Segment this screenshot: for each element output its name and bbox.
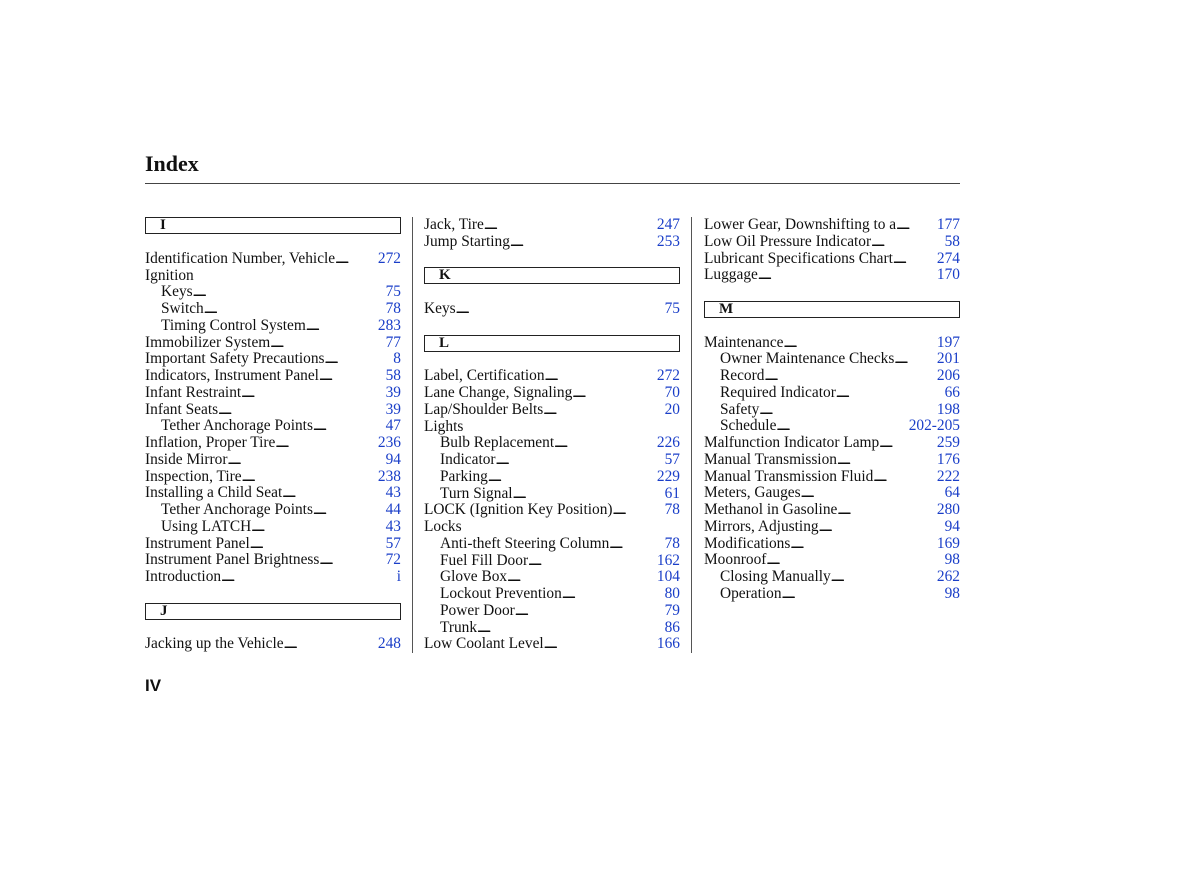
entry-term: Ignition bbox=[145, 267, 194, 284]
page-link[interactable]: 236 bbox=[377, 435, 401, 451]
index-entry bbox=[145, 469, 401, 486]
entry-term: Timing Control System bbox=[161, 317, 306, 334]
index-subentry bbox=[145, 502, 401, 519]
page-link[interactable]: 72 bbox=[385, 552, 401, 569]
page-link[interactable]: 94 bbox=[944, 518, 960, 535]
dot-leader bbox=[284, 636, 377, 653]
dot-leader bbox=[335, 251, 377, 268]
index-subentry bbox=[704, 569, 960, 586]
index-entry bbox=[704, 485, 960, 502]
page-title: Index bbox=[145, 151, 199, 176]
dot-leader bbox=[513, 486, 664, 503]
entry-term: Manual Transmission Fluid bbox=[704, 468, 874, 485]
index-entry bbox=[145, 536, 401, 553]
dot-leader bbox=[319, 368, 385, 385]
page-link[interactable]: 58 bbox=[944, 233, 960, 250]
index-entry bbox=[704, 469, 960, 486]
index-entry bbox=[145, 368, 401, 385]
index-subentry bbox=[704, 368, 960, 385]
page-link[interactable]: 43 bbox=[385, 485, 401, 502]
entry-term: Bulb Replacement bbox=[440, 435, 555, 452]
page-link[interactable]: 176 bbox=[936, 451, 960, 468]
section-letter-header: J bbox=[145, 603, 401, 620]
index-entry bbox=[704, 267, 960, 284]
page-link[interactable]: 61 bbox=[664, 485, 680, 502]
dot-leader bbox=[242, 469, 377, 486]
dot-leader bbox=[544, 636, 656, 653]
dot-leader bbox=[776, 418, 907, 435]
entry-term: Parking bbox=[440, 468, 488, 485]
index-entry bbox=[424, 385, 680, 402]
page-link[interactable]: 222 bbox=[936, 468, 960, 485]
section-letter-header: I bbox=[145, 217, 401, 234]
title-rule bbox=[145, 183, 960, 184]
entry-term: Manual Transmission bbox=[704, 451, 837, 468]
page-link[interactable]: 247 bbox=[656, 217, 680, 233]
entry-term: Immobilizer System bbox=[145, 334, 271, 351]
entry-term: Schedule bbox=[720, 418, 777, 435]
column-divider bbox=[691, 217, 692, 653]
entry-term: Fuel Fill Door bbox=[440, 552, 529, 569]
entry-term: Using LATCH bbox=[161, 518, 252, 535]
page-link[interactable]: 66 bbox=[944, 384, 960, 401]
entry-term: Keys bbox=[424, 301, 456, 317]
entry-term: Low Coolant Level bbox=[424, 636, 544, 653]
dot-leader bbox=[270, 335, 384, 352]
dot-leader bbox=[837, 502, 936, 519]
entry-term: Tether Anchorage Points bbox=[161, 418, 313, 435]
index-entry bbox=[424, 502, 680, 519]
index-subentry bbox=[704, 351, 960, 368]
dot-leader bbox=[554, 435, 656, 452]
dot-leader bbox=[218, 402, 385, 419]
dot-leader bbox=[893, 251, 936, 268]
page-link[interactable]: 39 bbox=[385, 384, 401, 401]
page-link[interactable]: 58 bbox=[385, 368, 401, 384]
page-link[interactable]: 104 bbox=[656, 569, 680, 586]
index-entry bbox=[145, 636, 401, 653]
entry-term: Meters, Gauges bbox=[704, 485, 801, 502]
page-link[interactable]: 78 bbox=[664, 535, 680, 552]
page-link[interactable]: 70 bbox=[664, 385, 680, 401]
dot-leader bbox=[790, 536, 936, 553]
index-heading bbox=[424, 419, 680, 436]
page-link[interactable]: 77 bbox=[385, 334, 401, 351]
dot-leader bbox=[484, 217, 656, 234]
page-link[interactable]: 206 bbox=[936, 368, 960, 384]
index-entry bbox=[424, 234, 680, 251]
entry-term: Lane Change, Signaling bbox=[424, 385, 573, 401]
index-spacer bbox=[145, 234, 401, 251]
dot-leader bbox=[609, 536, 663, 553]
entry-term: Anti-theft Steering Column bbox=[440, 535, 610, 552]
dot-leader bbox=[477, 620, 664, 637]
index-column-3 bbox=[704, 217, 960, 603]
dot-leader bbox=[545, 368, 656, 385]
page-link[interactable]: i bbox=[396, 569, 401, 585]
entry-term: Power Door bbox=[440, 602, 515, 619]
page-link[interactable]: 86 bbox=[664, 619, 680, 636]
dot-leader bbox=[241, 385, 384, 402]
page-link[interactable]: 259 bbox=[936, 435, 960, 451]
dot-leader bbox=[496, 452, 664, 469]
entry-term: Infant Restraint bbox=[145, 384, 242, 401]
page-link[interactable]: 166 bbox=[656, 636, 680, 653]
page-link[interactable]: 169 bbox=[936, 535, 960, 552]
index-entry bbox=[704, 435, 960, 452]
entry-term: Lower Gear, Downshifting to a bbox=[704, 217, 897, 233]
page-link[interactable]: 79 bbox=[664, 602, 680, 619]
entry-term: Jack, Tire bbox=[424, 217, 484, 233]
index-entry bbox=[704, 335, 960, 352]
index-entry bbox=[145, 385, 401, 402]
dot-leader bbox=[801, 485, 944, 502]
page-link[interactable]: 253 bbox=[656, 233, 680, 250]
dot-leader bbox=[510, 234, 656, 251]
dot-leader bbox=[819, 519, 944, 536]
entry-term: Identification Number, Vehicle bbox=[145, 250, 336, 267]
entry-term: Trunk bbox=[440, 619, 478, 636]
index-entry bbox=[424, 217, 680, 234]
index-spacer bbox=[424, 318, 680, 335]
dot-leader bbox=[528, 553, 656, 570]
index-entry bbox=[145, 552, 401, 569]
page-link[interactable]: 197 bbox=[936, 334, 960, 351]
page-link[interactable]: 44 bbox=[385, 502, 401, 518]
index-spacer bbox=[704, 318, 960, 335]
entry-term: Methanol in Gasoline bbox=[704, 502, 838, 518]
index-subentry bbox=[704, 586, 960, 603]
index-entry bbox=[145, 251, 401, 268]
page-number: IV bbox=[145, 676, 162, 695]
page-link[interactable]: 47 bbox=[385, 418, 401, 435]
page-link[interactable]: 202-205 bbox=[908, 418, 960, 435]
entry-term: Record bbox=[720, 368, 765, 384]
entry-term: Operation bbox=[720, 585, 782, 602]
index-subentry bbox=[424, 536, 680, 553]
index-entry bbox=[424, 301, 680, 318]
entry-term: Inspection, Tire bbox=[145, 468, 242, 485]
page-link[interactable]: 170 bbox=[936, 267, 960, 284]
index-spacer bbox=[704, 284, 960, 301]
index-entry bbox=[704, 519, 960, 536]
entry-term: Owner Maintenance Checks bbox=[720, 351, 895, 368]
entry-term: Safety bbox=[720, 401, 760, 418]
index-subentry bbox=[424, 603, 680, 620]
dot-leader bbox=[837, 452, 936, 469]
entry-term: Low Oil Pressure Indicator bbox=[704, 233, 872, 250]
index-entry bbox=[145, 351, 401, 368]
entry-term: Moonroof bbox=[704, 552, 767, 569]
page-link[interactable]: 78 bbox=[664, 502, 680, 519]
page-link[interactable]: 272 bbox=[377, 250, 401, 267]
entry-term: Keys bbox=[161, 284, 193, 301]
index-subentry bbox=[424, 620, 680, 637]
page-link[interactable]: 75 bbox=[664, 301, 680, 317]
page-link[interactable]: 248 bbox=[377, 636, 401, 653]
section-letter-header: L bbox=[424, 335, 680, 352]
entry-term: Lights bbox=[424, 418, 464, 435]
dot-leader bbox=[562, 586, 664, 603]
index-entry bbox=[704, 452, 960, 469]
entry-term: Malfunction Indicator Lamp bbox=[704, 435, 880, 451]
page-link[interactable]: 94 bbox=[385, 451, 401, 468]
dot-leader bbox=[250, 536, 385, 553]
index-spacer bbox=[424, 352, 680, 369]
entry-term: Important Safety Precautions bbox=[145, 351, 325, 368]
index-column-1 bbox=[145, 217, 401, 653]
dot-leader bbox=[782, 586, 944, 603]
dot-leader bbox=[783, 335, 935, 352]
dot-leader bbox=[221, 569, 396, 586]
dot-leader bbox=[193, 284, 385, 301]
dot-leader bbox=[204, 301, 385, 318]
page-link[interactable]: 80 bbox=[664, 586, 680, 602]
index-entry bbox=[424, 402, 680, 419]
column-divider bbox=[412, 217, 413, 653]
index-heading bbox=[145, 268, 401, 285]
index-spacer bbox=[424, 284, 680, 301]
dot-leader bbox=[871, 234, 943, 251]
index-subentry bbox=[424, 586, 680, 603]
page-link[interactable]: 20 bbox=[664, 401, 680, 418]
dot-leader bbox=[325, 351, 393, 368]
page-link[interactable]: 198 bbox=[936, 401, 960, 418]
index-entry bbox=[704, 251, 960, 268]
entry-term: Glove Box bbox=[440, 569, 508, 586]
dot-leader bbox=[275, 435, 377, 452]
entry-term: Infant Seats bbox=[145, 401, 219, 418]
entry-term: Tether Anchorage Points bbox=[161, 502, 313, 518]
index-subentry bbox=[145, 284, 401, 301]
page-link[interactable]: 43 bbox=[385, 518, 401, 535]
dot-leader bbox=[836, 385, 944, 402]
index-subentry bbox=[145, 418, 401, 435]
page-link[interactable]: 39 bbox=[385, 401, 401, 418]
dot-leader bbox=[831, 569, 936, 586]
index-subentry bbox=[424, 569, 680, 586]
page-link[interactable]: 280 bbox=[936, 502, 960, 518]
index-subentry bbox=[145, 318, 401, 335]
entry-term: Lubricant Specifications Chart bbox=[704, 250, 893, 267]
index-subentry bbox=[424, 435, 680, 452]
dot-leader bbox=[879, 435, 936, 452]
dot-leader bbox=[313, 418, 385, 435]
page-link[interactable]: 98 bbox=[944, 585, 960, 602]
page-link[interactable]: 238 bbox=[377, 468, 401, 485]
index-spacer bbox=[145, 620, 401, 637]
entry-term: Inside Mirror bbox=[145, 451, 228, 468]
dot-leader bbox=[894, 351, 936, 368]
page-link[interactable]: 64 bbox=[944, 485, 960, 502]
dot-leader bbox=[873, 469, 936, 486]
dot-leader bbox=[766, 552, 943, 569]
page-link[interactable]: 177 bbox=[936, 217, 960, 233]
index-entry bbox=[704, 552, 960, 569]
dot-leader bbox=[896, 217, 936, 234]
entry-term: Mirrors, Adjusting bbox=[704, 518, 819, 535]
index-entry bbox=[145, 435, 401, 452]
index-spacer bbox=[145, 586, 401, 603]
dot-leader bbox=[613, 502, 664, 519]
dot-leader bbox=[319, 552, 384, 569]
page-link[interactable]: 272 bbox=[656, 368, 680, 385]
index-column-2 bbox=[424, 217, 680, 653]
dot-leader bbox=[764, 368, 935, 385]
page-link[interactable]: 75 bbox=[385, 284, 401, 301]
dot-leader bbox=[758, 267, 936, 284]
entry-term: Switch bbox=[161, 301, 204, 317]
index-subentry bbox=[704, 385, 960, 402]
index-spacer bbox=[424, 251, 680, 268]
page-link[interactable]: 57 bbox=[385, 535, 401, 552]
index-entry bbox=[145, 402, 401, 419]
dot-leader bbox=[456, 301, 664, 318]
dot-leader bbox=[543, 402, 663, 419]
index-entry bbox=[704, 502, 960, 519]
page-link[interactable]: 162 bbox=[656, 552, 680, 569]
entry-term: Installing a Child Seat bbox=[145, 485, 283, 502]
index-subentry bbox=[704, 418, 960, 435]
entry-term: Maintenance bbox=[704, 334, 784, 351]
page-link[interactable]: 283 bbox=[377, 317, 401, 334]
dot-leader bbox=[507, 569, 656, 586]
dot-leader bbox=[759, 402, 936, 419]
entry-term: Instrument Panel Brightness bbox=[145, 552, 320, 569]
index-entry bbox=[145, 485, 401, 502]
entry-term: Luggage bbox=[704, 267, 758, 284]
dot-leader bbox=[228, 452, 385, 469]
entry-term: Label, Certification bbox=[424, 368, 545, 385]
index-heading bbox=[424, 519, 680, 536]
dot-leader bbox=[572, 385, 663, 402]
page-link[interactable]: 78 bbox=[385, 301, 401, 317]
index-entry bbox=[145, 452, 401, 469]
index-subentry bbox=[145, 301, 401, 318]
index-subentry bbox=[704, 402, 960, 419]
entry-term: Required Indicator bbox=[720, 384, 836, 401]
dot-leader bbox=[282, 485, 384, 502]
entry-term: Turn Signal bbox=[440, 485, 513, 502]
dot-leader bbox=[251, 519, 384, 536]
dot-leader bbox=[313, 502, 385, 519]
entry-term: Indicators, Instrument Panel bbox=[145, 368, 319, 384]
page-link[interactable]: 57 bbox=[664, 452, 680, 468]
section-letter-header: K bbox=[424, 267, 680, 284]
entry-term: Modifications bbox=[704, 535, 791, 552]
page-link[interactable]: 201 bbox=[936, 351, 960, 368]
page-link[interactable]: 229 bbox=[656, 468, 680, 485]
entry-term: Closing Manually bbox=[720, 569, 831, 585]
page-link[interactable]: 226 bbox=[656, 435, 680, 452]
index-entry bbox=[145, 569, 401, 586]
index-subentry bbox=[424, 553, 680, 570]
index-subentry bbox=[424, 452, 680, 469]
entry-term: Jacking up the Vehicle bbox=[145, 636, 284, 653]
dot-leader bbox=[488, 469, 656, 486]
entry-term: Lockout Prevention bbox=[440, 586, 562, 602]
index-entry bbox=[424, 368, 680, 385]
dot-leader bbox=[515, 603, 664, 620]
entry-term: Lap/Shoulder Belts bbox=[424, 401, 544, 418]
entry-term: Inflation, Proper Tire bbox=[145, 435, 276, 451]
entry-term: Locks bbox=[424, 519, 462, 535]
entry-term: Jump Starting bbox=[424, 233, 510, 250]
index-subentry bbox=[424, 469, 680, 486]
index-entry bbox=[704, 536, 960, 553]
dot-leader bbox=[306, 318, 377, 335]
entry-term: LOCK (Ignition Key Position) bbox=[424, 502, 613, 519]
index-entry bbox=[145, 335, 401, 352]
page-link[interactable]: 8 bbox=[393, 351, 401, 368]
section-letter-header: M bbox=[704, 301, 960, 318]
entry-term: Instrument Panel bbox=[145, 535, 250, 552]
page-link[interactable]: 274 bbox=[936, 250, 960, 267]
index-entry bbox=[704, 217, 960, 234]
index-subentry bbox=[424, 486, 680, 503]
page-link[interactable]: 98 bbox=[944, 552, 960, 569]
entry-term: Introduction bbox=[145, 569, 222, 585]
page-link[interactable]: 262 bbox=[936, 569, 960, 585]
index-entry bbox=[424, 636, 680, 653]
index-subentry bbox=[145, 519, 401, 536]
index-entry bbox=[704, 234, 960, 251]
entry-term: Indicator bbox=[440, 452, 496, 468]
